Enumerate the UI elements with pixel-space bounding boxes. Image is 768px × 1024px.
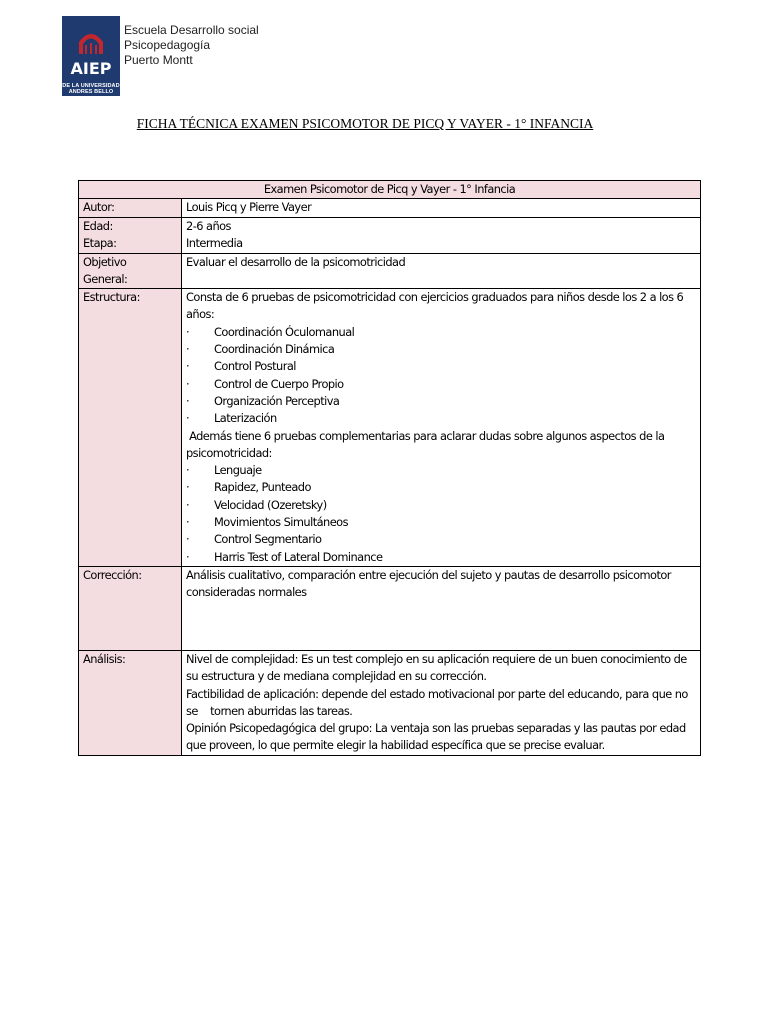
- bullet-marker: ·: [186, 411, 190, 426]
- objetivo-label-line1: Objetivo: [83, 254, 127, 269]
- objetivo-label: [79, 253, 182, 289]
- bullet-marker: ·: [186, 359, 190, 374]
- svg-text:AIEP: AIEP: [70, 59, 112, 78]
- analisis-factibilidad: Factibilidad de aplicación: depende del estado motivacional por parte del educando, para que no se tornen aburridas las tareas.: [186, 686, 691, 718]
- edad-label: Edad:: [83, 218, 113, 233]
- table-header: Examen Psicomotor de Picq y Vayer - 1° Infancia: [79, 181, 701, 199]
- objetivo-label-line2: General:: [83, 271, 128, 286]
- analisis-opinion: Opinión Psicopedagógica del grupo: La ventaja son las pruebas separadas y las pautas por edad que proveen, lo que permite elegir la habilidad específica que se precise evaluar.: [186, 721, 686, 753]
- edad-etapa-row: [79, 217, 701, 253]
- estructura-row: [79, 289, 701, 567]
- list-item-text: Velocidad (Ozeretsky): [214, 497, 327, 512]
- autor-value: Louis Picq y Pierre Vayer: [182, 199, 701, 217]
- bullet-marker: ·: [186, 497, 190, 512]
- autor-label: Autor:: [79, 199, 182, 217]
- school-header: [124, 23, 259, 68]
- objetivo-value: Evaluar el desarrollo de la psicomotricidad: [182, 253, 701, 289]
- edad-etapa-labels: [79, 217, 182, 253]
- list-item-text: Harris Test of Lateral Dominance: [214, 549, 383, 564]
- analisis-label: Análisis:: [79, 650, 182, 755]
- objetivo-row: [79, 253, 701, 289]
- edad-value: 2-6 años: [186, 218, 231, 233]
- list-item-text: Organización Perceptiva: [214, 393, 340, 408]
- table-header-row: [79, 181, 701, 199]
- list-item: [186, 514, 696, 531]
- complementarias-intro: Además tiene 6 pruebas complementarias para aclarar dudas sobre algunos aspectos de la psicomotricidad:: [186, 428, 668, 460]
- program-name: Psicopedagogía: [124, 38, 211, 52]
- list-item: [186, 531, 696, 548]
- bullet-marker: ·: [186, 532, 190, 547]
- list-item: [186, 497, 696, 514]
- school-name: Escuela Desarrollo social: [124, 23, 259, 37]
- bullet-marker: ·: [186, 324, 190, 339]
- list-item: [186, 410, 696, 427]
- list-item-text: Laterización: [214, 411, 277, 426]
- logo-subtitle: [62, 83, 120, 95]
- estructura-intro: Consta de 6 pruebas de psicomotricidad con ejercicios graduados para niños desde los 2 a los 6 años:: [186, 290, 684, 322]
- document-title: FICHA TÉCNICA EXAMEN PSICOMOTOR DE PICQ Y VAYER - 1° INFANCIA: [136, 116, 594, 131]
- etapa-value: Intermedia: [186, 235, 243, 250]
- list-item-text: Movimientos Simultáneos: [214, 515, 348, 530]
- list-item-text: Coordinación Óculomanual: [214, 324, 355, 339]
- list-item: [186, 341, 696, 358]
- bullet-marker: ·: [186, 376, 190, 391]
- correccion-value: Análisis cualitativo, comparación entre ejecución del sujeto y pautas de desarrollo psicomotor consideradas normales: [182, 566, 701, 650]
- estructura-label: Estructura:: [79, 289, 182, 567]
- list-item: [186, 393, 696, 410]
- list-item-text: Rapidez, Punteado: [214, 480, 311, 495]
- list-item: [186, 549, 696, 566]
- edad-etapa-values: [182, 217, 701, 253]
- list-item-text: Lenguaje: [214, 463, 262, 478]
- list-item-text: Control Postural: [214, 359, 296, 374]
- analisis-complejidad: Nivel de complejidad: Es un test complejo en su aplicación requiere de un buen conocimiento de su estructura y de mediana complejidad en su corrección.: [186, 651, 687, 684]
- list-item-text: Control Segmentario: [214, 532, 322, 547]
- bullet-marker: ·: [186, 463, 190, 478]
- campus-name: Puerto Montt: [124, 53, 193, 67]
- analisis-row: [79, 650, 701, 755]
- technical-sheet-table: [78, 180, 701, 756]
- pruebas-list: [186, 324, 696, 428]
- bullet-marker: ·: [186, 393, 190, 408]
- bullet-marker: ·: [186, 342, 190, 357]
- complementarias-list: [186, 462, 696, 566]
- list-item: [186, 479, 696, 496]
- bullet-marker: ·: [186, 480, 190, 495]
- list-item: [186, 462, 696, 479]
- estructura-value: [182, 289, 701, 567]
- bullet-marker: ·: [186, 549, 190, 564]
- list-item-text: Control de Cuerpo Propio: [214, 376, 344, 391]
- logo-subtitle-line2: ANDRES BELLO: [68, 89, 114, 95]
- list-item-text: Coordinación Dinámica: [214, 342, 335, 357]
- etapa-label: Etapa:: [83, 235, 117, 250]
- bullet-marker: ·: [186, 515, 190, 530]
- analisis-value: [182, 650, 701, 755]
- list-item: [186, 376, 696, 393]
- correccion-label: Corrección:: [79, 566, 182, 650]
- list-item: [186, 358, 696, 375]
- correccion-row: [79, 566, 701, 650]
- list-item: [186, 324, 696, 341]
- logo-subtitle-line1: DE LA UNIVERSIDAD: [62, 83, 120, 89]
- autor-row: [79, 199, 701, 217]
